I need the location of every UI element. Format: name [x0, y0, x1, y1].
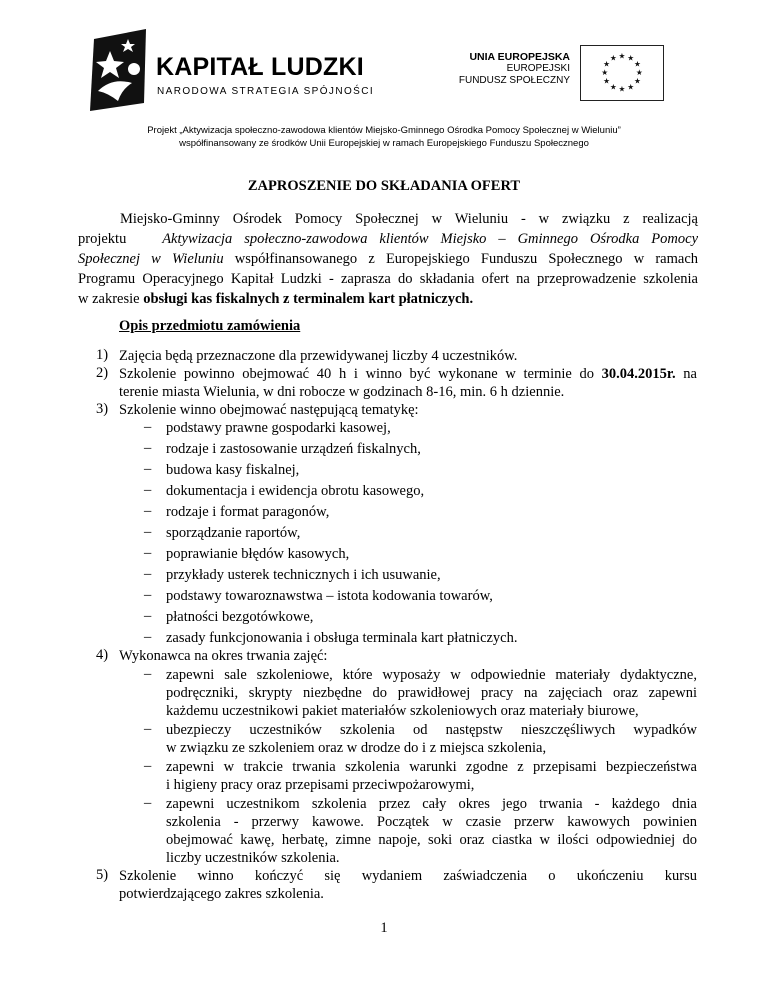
svg-text:★: ★ [601, 67, 609, 77]
item-5-text: Szkolenie winno kończyć się wydaniem zaświadczenia o ukończeniu kursu potwierdzającego zakres szkolenia. [119, 868, 697, 902]
svg-text:★: ★ [603, 76, 611, 86]
list-item: przykłady usterek technicznych i ich usuwanie, [166, 567, 441, 583]
list-dash: – [144, 524, 152, 540]
intro-paragraph [78, 209, 698, 309]
document-title: ZAPROSZENIE DO SKŁADANIA OFERT [247, 178, 521, 194]
intro-line-4: Programu Operacyjnego Kapitał Ludzki - zaprasza do składania ofert na przeprowadzenie szkolenia [78, 271, 698, 287]
list-dash: – [144, 721, 152, 737]
eu-fund-line2: FUNDUSZ SPOŁECZNY [458, 75, 570, 86]
deadline-date: 30.04.2015r. [601, 366, 676, 382]
list-dash: – [144, 608, 152, 624]
item-4-text: Wykonawca na okres trwania zajęć: [119, 648, 328, 664]
item-number: 2) [96, 365, 109, 381]
svg-text:★: ★ [609, 53, 617, 63]
eu-name: UNIA EUROPEJSKA [469, 51, 570, 63]
intro-line-2: projektu Aktywizacja społeczno-zawodowa klientów Miejsko – Gminnego Ośrodka Pomocy [78, 231, 699, 247]
intro-line-5: w zakresie obsługi kas fiskalnych z terminalem kart płatniczych. [78, 291, 474, 307]
list-item: dokumentacja i ewidencja obrotu kasowego, [166, 483, 425, 499]
eu-fund-line1: EUROPEJSKI [506, 63, 570, 74]
page-number: 1 [380, 920, 388, 936]
kapital-ludzki-logo [88, 29, 388, 111]
svg-text:★: ★ [627, 82, 635, 92]
svg-text:★: ★ [635, 67, 643, 77]
list-item: budowa kasy fiskalnej, [166, 462, 300, 478]
list-dash: – [144, 566, 152, 582]
training-subject-bold: obsługi kas fiskalnych z terminalem kart płatniczych. [143, 291, 474, 307]
list-item: rodzaje i format paragonów, [166, 504, 330, 520]
svg-text:★: ★ [627, 53, 635, 63]
project-line-2: współfinansowany ze środków Unii Europejskiej w ramach Europejskiego Funduszu Społecznego [179, 138, 589, 149]
list-item: rodzaje i zastosowanie urządzeń fiskalnych, [166, 441, 421, 457]
svg-text:★: ★ [618, 84, 626, 94]
kapital-ludzki-emblem-icon [88, 29, 150, 111]
list-dash: – [144, 629, 152, 645]
obligation-4: zapewni uczestnikom szkolenia przez cały okres jego trwania - każdego dnia szkolenia - przerwy kawowe. Początek w czasie przerw kawowych powinien obejmować kawę, herbatę, zimne napoje, soki oraz ciastka w ilości odpowiedniej do liczby uczestników szkolenia. [166, 796, 697, 866]
item-3-text: Szkolenie winno obejmować następującą tematykę: [119, 402, 419, 418]
eu-logo-text [420, 51, 570, 87]
intro-line-3: Społecznej w Wieluniu współfinansowanego z Europejskiego Funduszu Społecznego w ramach [78, 251, 698, 267]
svg-text:★: ★ [633, 76, 641, 86]
section-heading: Opis przedmiotu zamówienia [119, 318, 301, 334]
item-number: 3) [96, 401, 109, 417]
item-number: 5) [96, 867, 109, 883]
kapital-ludzki-subtitle: NARODOWA STRATEGIA SPÓJNOŚCI [157, 86, 375, 97]
project-line-1: Projekt „Aktywizacja społeczno-zawodowa klientów Miejsko-Gminnego Ośrodka Pomocy Społecznej w Wieluniu” [147, 125, 621, 136]
list-dash: – [144, 503, 152, 519]
svg-text:★: ★ [618, 51, 626, 61]
list-dash: – [144, 440, 152, 456]
list-item: płatności bezgotówkowe, [166, 609, 314, 625]
project-name-italic: Aktywizacja społeczno-zawodowa klientów Miejsko – Gminnego Ośrodka Pomocy [162, 231, 699, 247]
item-number: 1) [96, 347, 109, 363]
kapital-ludzki-title: KAPITAŁ LUDZKI [156, 53, 364, 81]
item-2-text: Szkolenie powinno obejmować 40 h i winno być wykonane w terminie do 30.04.2015r. na terenie miasta Wielunia, w dni robocze w godzinach 8-16, min. 6 h dziennie. [119, 366, 697, 400]
list-dash: – [144, 461, 152, 477]
obligation-2: ubezpieczy uczestników szkolenia od następstw nieszczęśliwych wypadków w związku ze szkoleniem oraz w drodze do i z miejsca szkolenia, [166, 722, 697, 756]
list-dash: – [144, 545, 152, 561]
list-dash: – [144, 795, 152, 811]
eu-flag-icon [580, 45, 664, 101]
intro-line-1: Miejsko-Gminny Ośrodek Pomocy Społecznej w Wieluniu - w związku z realizacją [120, 211, 698, 227]
list-dash: – [144, 666, 152, 682]
list-item: podstawy towaroznawstwa – istota kodowania towarów, [166, 588, 493, 604]
obligation-3: zapewni w trakcie trwania szkolenia warunki zgodne z przepisami bezpieczeństwa i higieny pracy oraz przepisami przeciwpożarowymi, [166, 759, 697, 793]
list-dash: – [144, 758, 152, 774]
obligation-1: zapewni sale szkoleniowe, które wyposaży w odpowiednie materiały dydaktyczne, podręczniki, skrypty niezbędne do prawidłowej pracy na zajęciach oraz zapewni każdemu uczestnikowi pakiet materiałów szkoleniowych oraz materiały biurowe, [166, 667, 697, 719]
list-item: poprawianie błędów kasowych, [166, 546, 350, 562]
svg-text:★: ★ [633, 59, 641, 69]
list-item: zasady funkcjonowania i obsługa terminala kart płatniczych. [166, 630, 518, 646]
item-1-text: Zajęcia będą przeznaczone dla przewidywanej liczby 4 uczestników. [119, 348, 518, 364]
svg-text:★: ★ [609, 82, 617, 92]
list-item: sporządzanie raportów, [166, 525, 301, 541]
list-dash: – [144, 419, 152, 435]
list-dash: – [144, 587, 152, 603]
svg-text:★: ★ [603, 59, 611, 69]
list-dash: – [144, 482, 152, 498]
item-number: 4) [96, 647, 109, 663]
list-item: podstawy prawne gospodarki kasowej, [166, 420, 391, 436]
